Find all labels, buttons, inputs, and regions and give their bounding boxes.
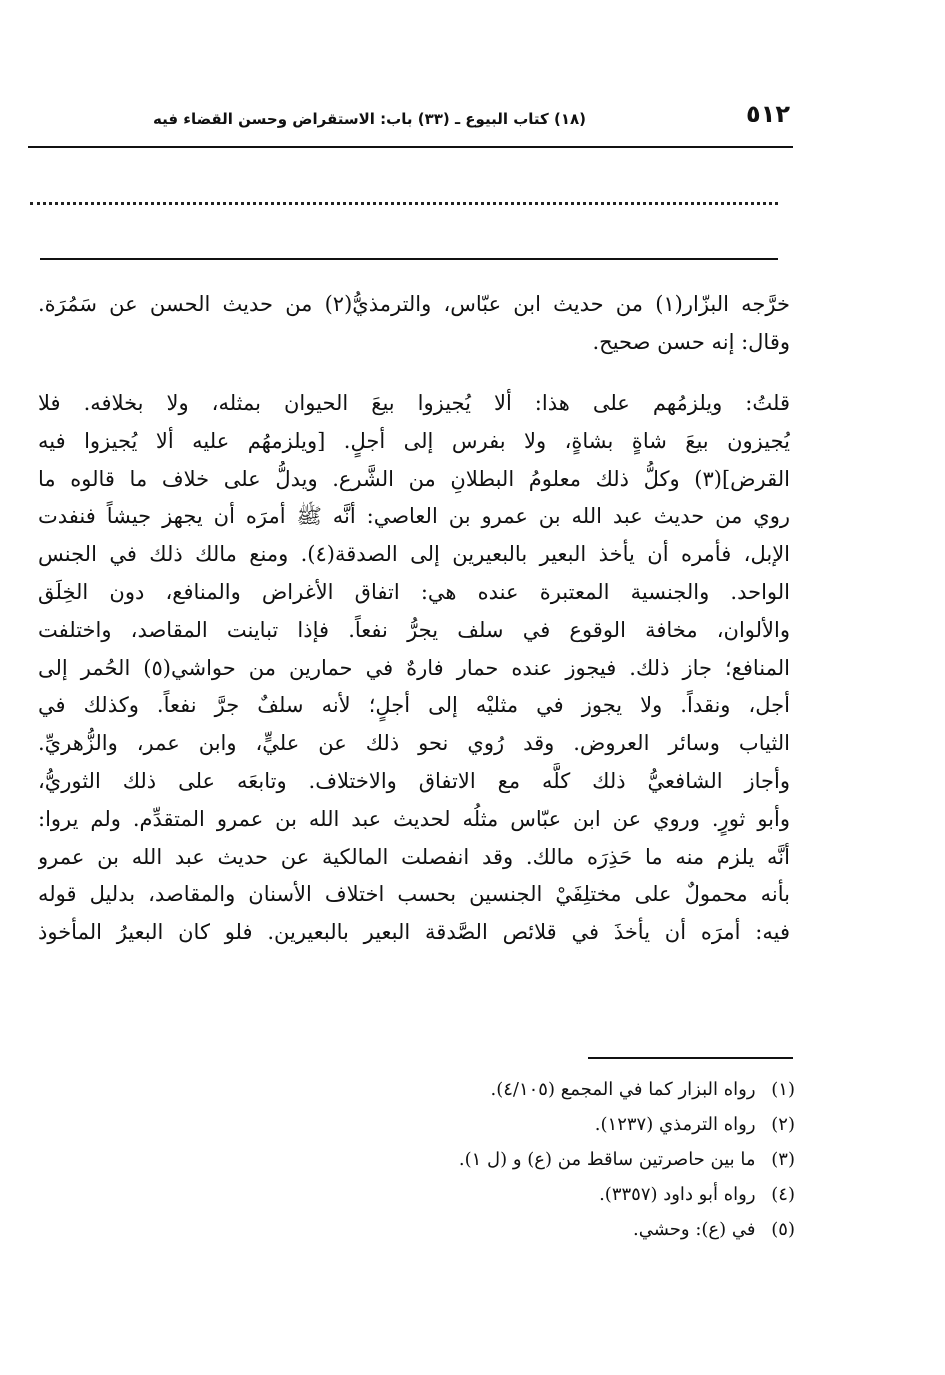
footnote-item	[300, 1107, 795, 1142]
footnote-text: في (ع): وحشي.	[633, 1219, 756, 1240]
omission-dots	[30, 190, 778, 205]
page-number: ٥١٢	[746, 100, 790, 128]
text-line: المنافع؛ جاز ذلك. فيجوز عنده حمار فارهٌ في حمارين من حواشي(٥) الحُمر إلى	[38, 655, 790, 680]
text-line: بأنه محمولٌ على مختلِفَيْ الجنسين بحسب اختلاف الأسنان والمقاصد، بدليل قوله	[38, 882, 790, 907]
text-line: القرض](٣) وكلُّ ذلك معلومُ البطلانِ من الشَّرع. ويدلُّ على خلاف ما قالوه ما	[38, 466, 790, 491]
footnote-number: (١)	[771, 1079, 795, 1100]
footnote-number: (٣)	[771, 1149, 795, 1170]
text-line: فيه: أمرَه أن يأخذَ في قلائص الصَّدقة البعير بالبعيرين. فلو كان البعيرُ المأخوذ	[38, 920, 790, 945]
text-line: روي من حديث عبد الله بن عمرو بن العاصي: أنَّه ﷺ أمرَه أن يجهز جيشاً فنفدت	[38, 504, 790, 529]
paragraph-commentary	[38, 385, 790, 952]
footnote-separator	[588, 1057, 793, 1059]
footnote-number: (٤)	[771, 1184, 795, 1205]
footnote-item	[300, 1177, 795, 1212]
text-line: والألوان، مخافة الوقوع في سلف يجرُّ نفعاً. فإذا تباينت المقاصد، واختلفت	[38, 617, 790, 642]
text-line: أجل، ونقداً. ولا يجوز في مثليْه إلى أجلٍ؛ لأنه سلفٌ جرَّ نفعاً. وكذلك في	[38, 693, 790, 718]
header-rule	[28, 146, 793, 148]
text-line: وقال: إنه حسن صحيح.	[592, 329, 790, 354]
footnote-text: رواه البزار كما في المجمع (٤/١٠٥).	[490, 1079, 756, 1100]
running-head: (١٨) كتاب البيوع ـ (٣٣) باب: الاستقراض وحسن القضاء فيه	[153, 110, 586, 128]
footnote-item	[300, 1142, 795, 1177]
text-line: الإبل، فأمره أن يأخذ البعير بالبعيرين إلى الصدقة(٤). ومنع مالك ذلك في الجنس	[38, 542, 790, 567]
footnote-number: (٢)	[771, 1114, 795, 1135]
footnote-text: ما بين حاصرتين ساقط من (ع) و (ل ١).	[458, 1149, 756, 1170]
footnotes	[300, 1072, 795, 1247]
paragraph-hadith-source	[38, 286, 790, 362]
text-line: قلتُ: ويلزمُهم على هذا: ألا يُجيزوا بيعَ الحيوان بمثله، ولا بخلافه. فلا	[38, 391, 790, 415]
text-line: وأجاز الشافعيُّ ذلك كلَّه مع الاتفاق والاختلاف. وتابعَه على ذلك الثوريُّ،	[38, 768, 790, 793]
footnote-item	[300, 1212, 795, 1247]
text-line: الواحد. والجنسية المعتبرة عنده هي: اتفاق الأغراض والمنافع، دون الخِلَق	[38, 579, 790, 604]
text-line: الثياب وسائر العروض. وقد رُوي نحو ذلك عن عليٍّ، وابن عمر، والزُّهريِّ.	[38, 731, 790, 756]
footnote-number: (٥)	[771, 1219, 795, 1240]
text-line: وأبو ثورٍ. وروي عن ابن عبّاس مثلُه لحديث عبد الله بن عمرو المتقدِّم. ولم يروا:	[38, 806, 790, 831]
footnote-item	[300, 1072, 795, 1107]
footnote-text: رواه الترمذي (١٢٣٧).	[594, 1114, 756, 1135]
text-line: أنَّه يلزم منه ما حَذِرَه مالك. وقد انفصلت المالكية عن حديث عبد الله بن عمرو	[38, 844, 790, 869]
text-line: يُجيزون بيعَ شاةٍ بشاةٍ، ولا بفرس إلى أجلٍ. [ويلزمهُم عليه ألا يُجيزوا فيه	[38, 428, 790, 453]
text-line: خرَّجه البزّار(١) من حديث ابن عبّاس، والترمذيُّ(٢) من حديث الحسن عن سَمُرَة.	[38, 292, 790, 316]
footnote-text: رواه أبو داود (٣٣٥٧).	[599, 1184, 756, 1205]
section-divider	[40, 258, 778, 260]
